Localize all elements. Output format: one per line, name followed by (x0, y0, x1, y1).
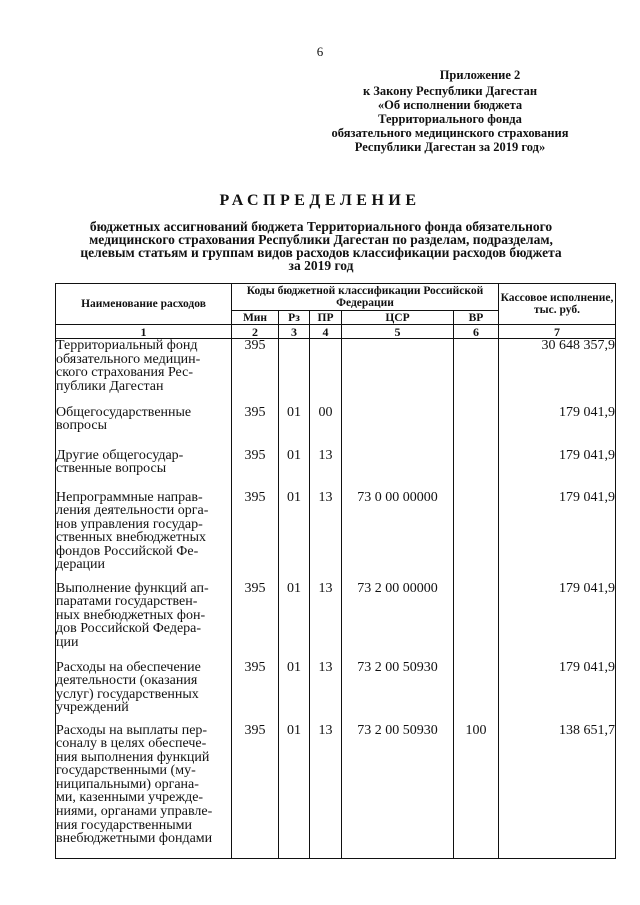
expense-name-line: ниципальными) органа- (56, 776, 199, 792)
amount-value: 179 041,9 (499, 449, 616, 491)
expense-name-line: Непрограммные направ- (56, 489, 203, 505)
column-number: 7 (499, 325, 616, 339)
expense-name-cell (56, 724, 232, 859)
header-min: Мин (232, 311, 279, 325)
expense-name-line: ния выполнения функций (56, 749, 210, 765)
rz-code: 01 (279, 449, 310, 491)
column-number: 3 (279, 325, 310, 339)
column-number: 5 (342, 325, 454, 339)
pr-code (310, 339, 342, 406)
rz-code: 01 (279, 661, 310, 724)
table-row (56, 491, 616, 582)
expense-name-line: обязательного медицин- (56, 351, 201, 367)
header-name: Наименование расходов (56, 284, 232, 325)
vr-code (454, 339, 499, 406)
subtitle-line: медицинского страхования Республики Дагестан по разделам, подразделам, (89, 232, 553, 247)
pr-code: 13 (310, 449, 342, 491)
amount-value: 30 648 357,9 (499, 339, 616, 406)
min-code: 395 (232, 661, 279, 724)
pr-code: 00 (310, 406, 342, 449)
table-row (56, 406, 616, 449)
expense-name-line: ственные вопросы (56, 461, 167, 477)
pr-code: 13 (310, 724, 342, 859)
expense-name-cell (56, 491, 232, 582)
appendix-line: «Об исполнении бюджета (377, 98, 523, 112)
column-number: 1 (56, 325, 232, 339)
csr-code: 73 2 00 50930 (342, 724, 454, 859)
table-row (56, 661, 616, 724)
header-codes-group: Коды бюджетной классификации Российской Федерации (232, 284, 499, 311)
csr-code: 73 2 00 00000 (342, 582, 454, 661)
csr-code (342, 339, 454, 406)
vr-code (454, 406, 499, 449)
column-number: 6 (454, 325, 499, 339)
page-number: 6 (316, 44, 324, 59)
rz-code: 01 (279, 406, 310, 449)
document-title: РАСПРЕДЕЛЕНИЕ (219, 192, 421, 209)
expense-name-line: нов управления государ- (56, 516, 203, 532)
csr-code: 73 2 00 50930 (342, 661, 454, 724)
expense-name-cell (56, 406, 232, 449)
vr-code (454, 582, 499, 661)
document-subtitle (56, 220, 586, 272)
expense-name-cell (56, 661, 232, 724)
vr-code (454, 449, 499, 491)
min-code: 395 (232, 582, 279, 661)
header-csr: ЦСР (342, 311, 454, 325)
expense-name-line: государственными (му- (56, 763, 196, 779)
expense-name-line: Другие общегосудар- (56, 447, 184, 463)
appendix-block (300, 68, 600, 154)
appendix-title: Приложение 2 (439, 68, 521, 82)
header-vr: ВР (454, 311, 499, 325)
expense-name-line: ния государственными (56, 817, 192, 833)
expense-name-line: учреждений (56, 700, 129, 716)
expense-name-line: Территориальный фонд (56, 338, 198, 353)
expense-name-line: Общегосударственные (56, 404, 192, 420)
header-rz: Рз (279, 311, 310, 325)
expense-name-line: внебюджетными фондами (56, 831, 213, 847)
vr-code: 100 (454, 724, 499, 859)
expense-name-line: Выполнение функций ап- (56, 580, 209, 596)
csr-code (342, 406, 454, 449)
subtitle-line: за 2019 год (288, 258, 354, 273)
expense-name-line: ления деятельности орга- (56, 503, 209, 519)
appendix-line: к Закону Республики Дагестан (362, 84, 538, 98)
header-amount: Кассовое исполнение, тыс. руб. (499, 284, 616, 325)
expense-name-line: публики Дагестан (56, 378, 164, 394)
csr-code: 73 0 00 00000 (342, 491, 454, 582)
expense-name-cell (56, 449, 232, 491)
expense-name-line: ственных внебюджетных (56, 530, 206, 546)
budget-table (55, 283, 616, 859)
pr-code: 13 (310, 661, 342, 724)
expense-name-line: ского страхования Рес- (56, 365, 193, 381)
vr-code (454, 661, 499, 724)
rz-code: 01 (279, 491, 310, 582)
amount-value: 138 651,7 (499, 724, 616, 859)
expense-name-line: ми, казенными учрежде- (56, 790, 204, 806)
appendix-line: Республики Дагестан за 2019 год» (354, 140, 546, 154)
expense-name-line: деятельности (оказания (56, 673, 198, 689)
expense-name-line: Расходы на выплаты пер- (56, 722, 208, 738)
rz-code: 01 (279, 724, 310, 859)
amount-value: 179 041,9 (499, 661, 616, 724)
min-code: 395 (232, 491, 279, 582)
expense-name-line: ции (56, 634, 79, 650)
table-row (56, 724, 616, 859)
pr-code: 13 (310, 491, 342, 582)
csr-code (342, 449, 454, 491)
column-number-row (56, 325, 616, 339)
amount-value: 179 041,9 (499, 491, 616, 582)
appendix-line: обязательного медицинского страхования (331, 126, 569, 140)
min-code: 395 (232, 406, 279, 449)
rz-code: 01 (279, 582, 310, 661)
expense-name-line: Расходы на обеспечение (56, 659, 201, 675)
subtitle-line: целевым статьям и группам видов расходов классификации расходов бюджета (80, 245, 562, 260)
min-code: 395 (232, 339, 279, 406)
appendix-line: Территориального фонда (378, 112, 522, 126)
expense-name-line: дов Российской Федера- (56, 621, 202, 637)
pr-code: 13 (310, 582, 342, 661)
expense-name-line: дерации (56, 557, 106, 573)
expense-name-line: паратами государствен- (56, 594, 198, 610)
expense-name-line: услуг) государственных (56, 686, 199, 702)
rz-code (279, 339, 310, 406)
expense-name-cell (56, 582, 232, 661)
table-row (56, 449, 616, 491)
column-number: 4 (310, 325, 342, 339)
subtitle-line: бюджетных ассигнований бюджета Территориального фонда обязательного (89, 219, 553, 234)
amount-value: 179 041,9 (499, 582, 616, 661)
expense-name-line: соналу в целях обеспече- (56, 736, 207, 752)
expense-name-line: ных внебюджетных фон- (56, 607, 206, 623)
table-row (56, 582, 616, 661)
amount-value: 179 041,9 (499, 406, 616, 449)
header-pr: ПР (310, 311, 342, 325)
expense-name-line: ниями, органами управле- (56, 804, 213, 820)
column-number: 2 (232, 325, 279, 339)
expense-name-cell (56, 339, 232, 406)
min-code: 395 (232, 449, 279, 491)
expense-name-line: вопросы (56, 418, 107, 434)
vr-code (454, 491, 499, 582)
table-row (56, 339, 616, 406)
min-code: 395 (232, 724, 279, 859)
expense-name-line: фондов Российской Фе- (56, 543, 199, 559)
